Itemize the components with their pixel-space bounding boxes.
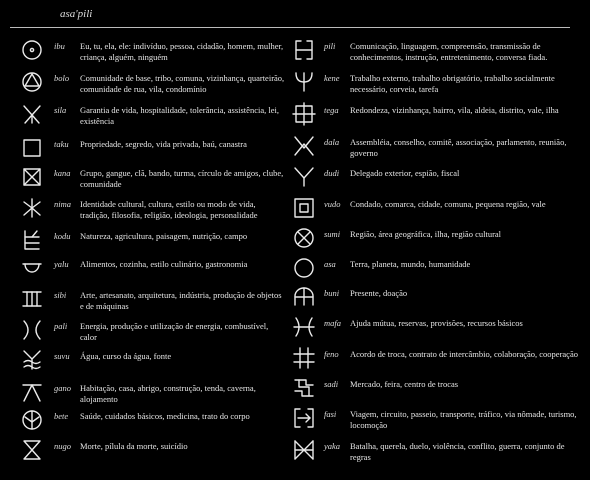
entry-word: bolo (54, 73, 70, 83)
entry-word: suvu (54, 351, 70, 361)
entry-gloss: Energia, produção e utilização de energia, combustível, calor (80, 321, 269, 342)
crossed-vees-icon (292, 134, 316, 158)
entry-word: tega (324, 105, 339, 115)
entry-gloss: Arte, artesanato, arquitetura, indústria, produção de objetos e de máquinas (80, 290, 282, 311)
hash-icon (292, 346, 316, 370)
entry-word: yalu (54, 259, 69, 269)
circle-icon (292, 256, 316, 280)
entry-gloss: Terra, planeta, mundo, humanidade (350, 259, 471, 269)
entry-gloss: Água, curso da água, fonte (80, 351, 172, 361)
entry-gloss: Batalha, querela, duelo, violência, conflito, guerra, conjunto de regras (350, 441, 565, 462)
page-title: asa'pili (60, 8, 93, 20)
back-to-back-arcs-icon (20, 318, 44, 342)
branch-in-circle-icon (20, 408, 44, 432)
fork-with-waves-icon (20, 348, 44, 372)
entry-gloss: Assembléia, conselho, comitê, associação, parlamento, reunião, governo (350, 137, 567, 158)
entry-gloss: Ajuda mútua, reservas, provisões, recursos básicos (350, 318, 523, 328)
entry-word: pali (54, 321, 68, 331)
branching-star-icon (20, 196, 44, 220)
entry-gloss: Trabalho externo, trabalho obrigatório, trabalho socialmente necessário, corveia, tarefa (350, 73, 555, 94)
trident-icon (292, 70, 316, 94)
entry-gloss: Mercado, feira, centro de trocas (350, 379, 459, 389)
crossed-circle-icon (292, 226, 316, 250)
entry-word: bete (54, 411, 69, 421)
pillars-icon (20, 287, 44, 311)
entry-word: sumi (324, 229, 341, 239)
crossed-square-icon (20, 165, 44, 189)
facing-brackets-icon (292, 38, 316, 62)
entry-word: nugo (54, 441, 71, 451)
half-circle-icon (20, 256, 44, 280)
entry-word: sila (54, 105, 67, 115)
entry-gloss: Região, área geográfica, ilha, região cultural (350, 229, 502, 239)
entry-gloss: Condado, comarca, cidade, comuna, pequena região, vale (350, 199, 546, 209)
title-rule (10, 27, 570, 28)
entry-gloss: Morte, pílula da morte, suicídio (80, 441, 188, 451)
entry-word: mafa (324, 318, 341, 328)
entry-word: feno (324, 349, 339, 359)
square-icon (20, 136, 44, 160)
entry-word: sadi (324, 379, 339, 389)
entry-word: kodu (54, 231, 71, 241)
open-y-icon (292, 165, 316, 189)
zigzag-box-icon (292, 438, 316, 462)
entry-word: buni (324, 288, 340, 298)
entry-word: taku (54, 139, 69, 149)
entry-gloss: Acordo de troca, contrato de intercâmbio, colaboração, cooperação (350, 349, 578, 359)
interlocked-steps-icon (292, 376, 316, 400)
barred-bracket-icon (20, 228, 44, 252)
entry-gloss: Garantia de vida, hospitalidade, tolerância, assistência, lei, existência (80, 105, 279, 126)
entry-word: dudi (324, 168, 340, 178)
entry-gloss: Comunicação, linguagem, compreensão, transmissão de conhecimentos, instrução, entretenimento, conversa fiada. (350, 41, 548, 62)
grid-window-icon (292, 102, 316, 126)
entry-gloss: Propriedade, segredo, vida privada, baú, canastra (80, 139, 247, 149)
entry-gloss: Alimentos, cozinha, estilo culinário, gastronomia (80, 259, 248, 269)
entry-gloss: Grupo, gangue, clã, bando, turma, círculo de amigos, clube, comunidade (80, 168, 284, 189)
entry-word: ibu (54, 41, 65, 51)
facing-arcs-bar-icon (292, 315, 316, 339)
entry-word: pili (324, 41, 336, 51)
entry-gloss: Comunidade de base, tribo, comuna, vizinhança, quarteirão, comunidade de rua, vila, condomínio (80, 73, 285, 94)
arch-with-stem-icon (292, 285, 316, 309)
entry-gloss: Eu, tu, ela, ele: indivíduo, pessoa, cidadão, homem, mulher, criança, alguém, ninguém (80, 41, 284, 62)
entry-gloss: Natureza, agricultura, paisagem, nutrição, campo (80, 231, 248, 241)
hourglass-icon (20, 438, 44, 462)
forked-root-icon (20, 102, 44, 126)
entry-word: gano (54, 383, 71, 393)
entry-word: sibi (54, 290, 67, 300)
arrow-in-brackets-icon (292, 406, 316, 430)
entry-gloss: Redondeza, vizinhança, bairro, vila, aldeia, distrito, vale, ilha (350, 105, 559, 115)
entry-word: asa (324, 259, 336, 269)
entry-gloss: Presente, doação (350, 288, 408, 298)
entry-word: fasi (324, 409, 337, 419)
entry-gloss: Delegado exterior, espião, fiscal (350, 168, 460, 178)
triangle-in-circle-icon (20, 70, 44, 94)
entry-word: dala (324, 137, 340, 147)
entry-gloss: Identidade cultural, cultura, estilo ou modo de vida, tradição, filosofia, religião, ideologia, personalidade (80, 199, 258, 220)
entry-gloss: Habitação, casa, abrigo, construção, tenda, caverna, alojamento (80, 383, 256, 404)
dot-in-circle-icon (20, 38, 44, 62)
nested-squares-icon (292, 196, 316, 220)
entry-gloss: Saúde, cuidados básicos, medicina, trato do corpo (80, 411, 250, 421)
entry-word: nima (54, 199, 71, 209)
entry-word: vudo (324, 199, 341, 209)
entry-gloss: Viagem, circuito, passeio, transporte, tráfico, via nômade, turismo, locomoção (350, 409, 577, 430)
entry-word: yaka (324, 441, 341, 451)
tent-icon (20, 380, 44, 404)
entry-word: kana (54, 168, 71, 178)
entry-word: kene (324, 73, 340, 83)
